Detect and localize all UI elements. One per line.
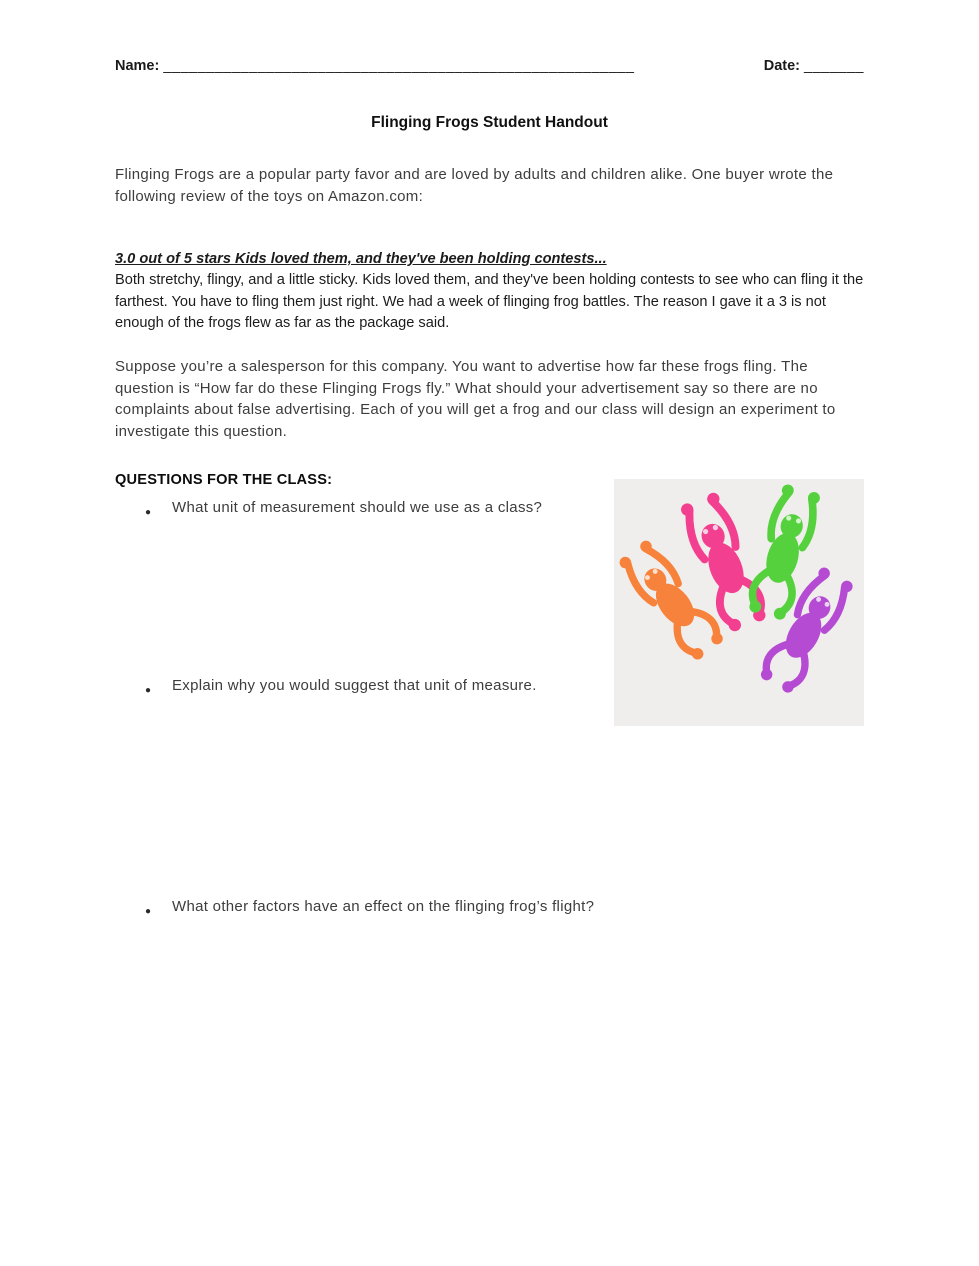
date-field (764, 58, 864, 74)
question-text: What unit of measurement should we use as a class? (172, 499, 543, 517)
name-date-row (115, 58, 864, 74)
questions-section (115, 472, 864, 923)
question-text: What other factors have an effect on the flinging frog’s flight? (172, 898, 595, 916)
prompt-paragraph: Suppose you’re a salesperson for this company. You want to advertise how far these frogs fling. The question is “How far do these Flinging Frogs fly.” What should your advertisement say so there are no complaints about false advertising. Each of you will get a frog and our class will design an experiment to investigate this question. (115, 358, 836, 440)
questions-heading: QUESTIONS FOR THE CLASS: (115, 472, 333, 489)
page-title: Flinging Frogs Student Handout (371, 114, 608, 131)
list-item (115, 896, 864, 923)
review-block (115, 249, 864, 334)
bullet-icon: ● (145, 507, 152, 519)
flinging-frogs-illustration (614, 479, 864, 726)
bullet-icon: ● (145, 684, 152, 696)
bullet-icon: ● (145, 906, 152, 918)
question-text: Explain why you would suggest that unit of measure. (172, 676, 537, 694)
intro-paragraph: Flinging Frogs are a popular party favor and are loved by adults and children alike. One buyer wrote the following review of the toys on Amazon.com: (115, 166, 834, 205)
name-blank-line: _______________________________________________________ (163, 58, 635, 74)
review-heading: 3.0 out of 5 stars Kids loved them, and they've been holding contests... (115, 251, 607, 267)
name-field (115, 58, 634, 74)
flinging-frogs-photo (614, 479, 864, 726)
date-blank-line: _______ (804, 58, 864, 74)
date-label: Date: (763, 58, 801, 74)
review-body: Both stretchy, flingy, and a little sticky. Kids loved them, and they've been holding contests to see who can fling it the farthest. You have to fling them just right. We had a week of flinging frog battles. The reason I gave it a 3 is not enough of the frogs flew as far as the package said. (115, 272, 864, 331)
name-label: Name: (115, 58, 160, 74)
